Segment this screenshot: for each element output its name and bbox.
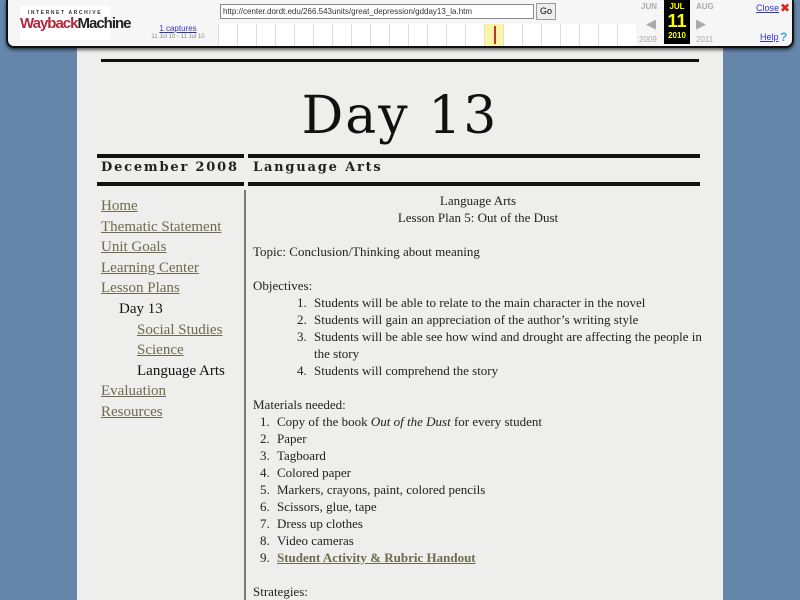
nav-thematic-statement[interactable]: Thematic Statement [101,218,222,235]
next-year[interactable]: 2011 [696,35,714,44]
prev-year[interactable]: 2009 [639,35,657,44]
prev-month[interactable]: JUN [641,2,658,11]
nav-evaluation[interactable]: Evaluation [101,383,166,400]
top-rule [101,59,699,62]
nav-social-studies[interactable]: Social Studies [137,321,223,338]
header-rule-left-bottom [97,182,244,186]
nav-day-13: Day 13 [119,300,163,317]
objective-item: 3. Students will be able see how wind and drought are affecting the people in the story [310,328,703,362]
nav-resources[interactable]: Resources [101,403,163,420]
nav-lesson-plans[interactable]: Lesson Plans [101,280,180,297]
materials-label: Materials needed: [253,397,346,412]
captures-range: 11 Jul 10 - 11 Jul 10 [151,34,205,40]
objective-item: 4. Students will comprehend the story [310,362,703,379]
page-body [77,0,723,600]
wayback-logo[interactable]: INTERNET ARCHIVE WaybackMachine [20,6,110,40]
material-item: 4. Colored paper [273,464,703,481]
material-item: 7. Dress up clothes [273,515,703,532]
nav-science[interactable]: Science [137,342,184,359]
close-icon[interactable]: ✖ [780,1,791,15]
material-item [273,549,703,566]
materials-list [253,413,703,566]
objectives-label: Objectives: [253,278,313,293]
material-item: 3. Tagboard [273,447,703,464]
objective-item: 2. Students will gain an appreciation of the author’s writing style [310,311,703,328]
objectives-list [253,294,703,379]
lesson-content [253,192,703,600]
material-item: 5. Markers, crayons, paint, colored pencils [273,481,703,498]
material-item: 2. Paper [273,430,703,447]
captures-info [138,24,218,40]
header-rule-left-top [97,154,244,158]
date-header: December 2008 [101,160,239,175]
go-button[interactable]: Go [536,3,556,20]
help-link[interactable]: Help [760,32,779,42]
content-heading: Language Arts [439,193,517,208]
column-divider [244,190,246,600]
content-subheading: Lesson Plan 5: Out of the Dust [397,210,559,225]
nav-unit-goals[interactable]: Unit Goals [101,239,167,256]
header-rule-right-bottom [248,182,700,186]
wayback-toolbar [6,0,794,48]
prev-arrow-icon[interactable]: ◀ [646,16,656,31]
next-month[interactable]: AUG [696,2,714,11]
capture-marker[interactable] [484,24,503,46]
help-icon[interactable]: ? [780,30,788,44]
page-title: Day 13 [301,86,499,146]
material-item: 1. Copy of the book Out of the Dust for every student [273,413,703,430]
captures-link[interactable]: 1 captures [159,24,197,33]
book-title: Out of the Dust [370,414,451,429]
url-input[interactable]: http://center.dordt.edu/266.543units/great_depression/gdday13_la.htm [220,4,534,19]
capture-timeline[interactable] [218,24,636,46]
topic-text: Topic: Conclusion/Thinking about meaning [253,244,480,259]
nav-learning-center[interactable]: Learning Center [101,259,199,276]
material-item: 8. Video cameras [273,532,703,549]
material-item: 6. Scissors, glue, tape [273,498,703,515]
handout-link[interactable]: Student Activity & Rubric Handout [277,550,476,565]
close-link[interactable]: Close [756,3,780,13]
sidebar-nav [101,196,225,423]
current-capture-date: JUL 11 2010 [664,0,690,44]
header-rule-right-top [248,154,700,158]
next-arrow-icon[interactable]: ▶ [696,16,706,31]
section-header: Language Arts [253,160,383,175]
objective-item: 1. Students will be able to relate to the main character in the novel [310,294,703,311]
nav-language-arts-current: Language Arts [137,362,225,379]
nav-home[interactable]: Home [101,198,138,214]
strategies-label: Strategies: [253,584,308,599]
